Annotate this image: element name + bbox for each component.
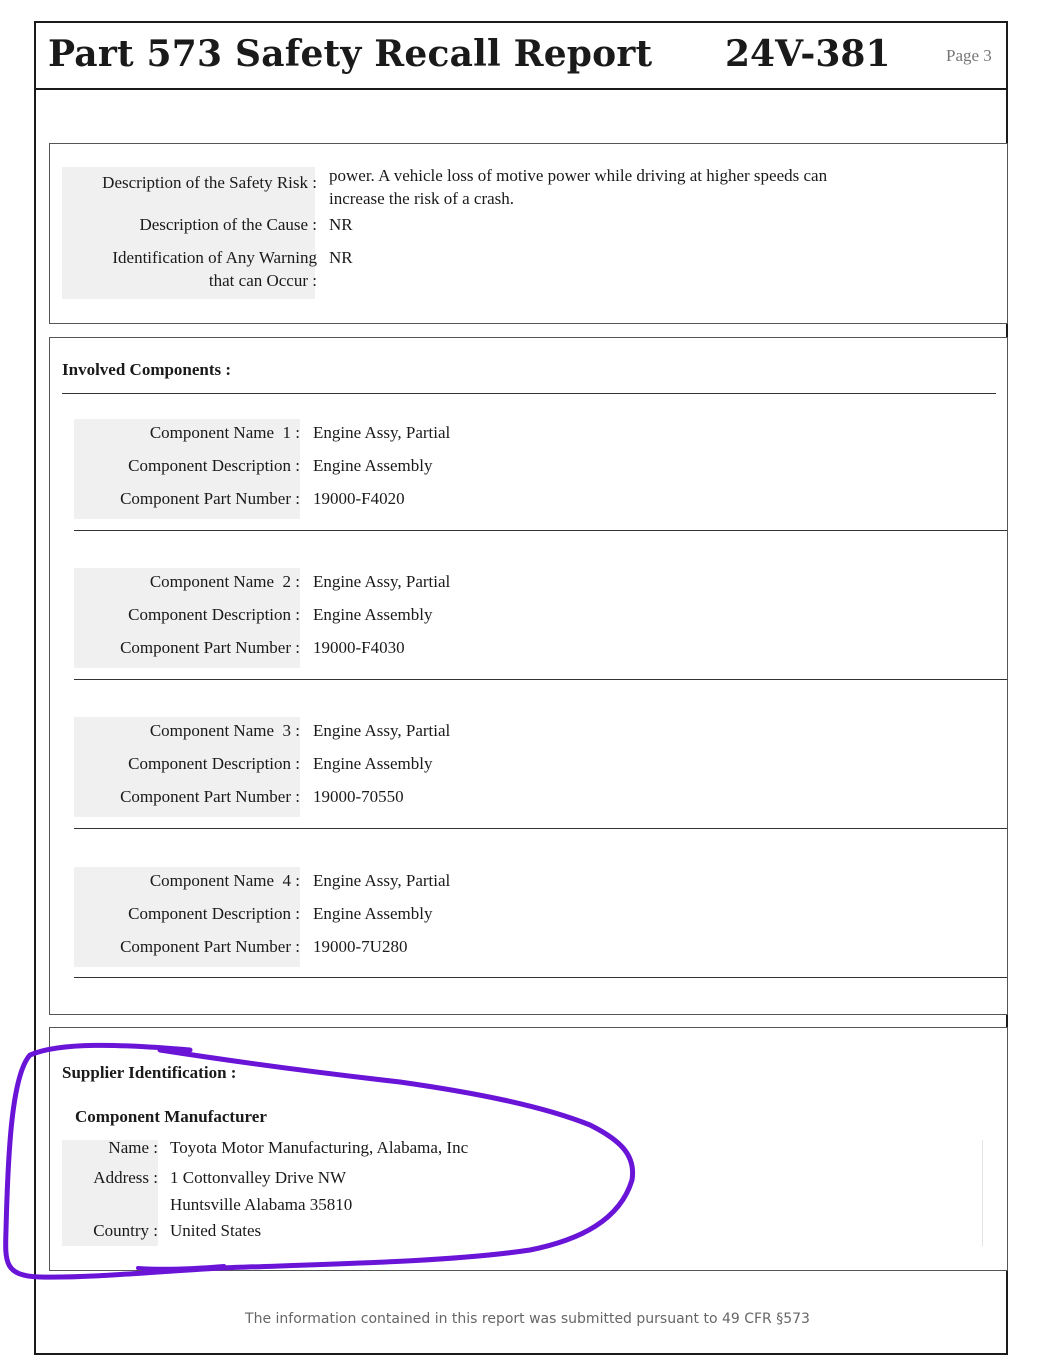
component-part-number-label: Component Part Number :: [120, 937, 300, 956]
warning-label-line-1: Identification of Any Warning: [112, 248, 317, 267]
component-description-value: Engine Assembly: [313, 605, 433, 624]
component-part-number-value: 19000-F4020: [313, 489, 405, 508]
supplier-country-label: Country :: [93, 1221, 158, 1240]
annotation-circle-stroke: [6, 1045, 633, 1277]
supplier-address-line-2: Huntsville Alabama 35810: [170, 1195, 353, 1214]
component-name-label: Component Name 3 :: [149, 721, 300, 740]
safety-risk-label: Description of the Safety Risk :: [102, 173, 317, 192]
safety-risk-line-2: increase the risk of a crash.: [329, 189, 515, 208]
supplier-country-value: United States: [170, 1221, 262, 1240]
component-part-number-label: Component Part Number :: [120, 787, 300, 806]
components-section-title: Involved Components :: [62, 360, 232, 379]
component-name-value: Engine Assy, Partial: [313, 721, 451, 740]
component-name-value: Engine Assy, Partial: [313, 423, 451, 442]
supplier-name-label: Name :: [108, 1138, 158, 1157]
cause-label: Description of the Cause :: [139, 215, 317, 234]
component-description-value: Engine Assembly: [313, 904, 433, 923]
component-description-label: Component Description :: [128, 904, 300, 923]
warning-value: NR: [329, 248, 353, 267]
component-name-value: Engine Assy, Partial: [313, 572, 451, 591]
safety-risk-line-1: power. A vehicle loss of motive power while driving at higher speeds can: [329, 166, 828, 185]
report-title: Part 573 Safety Recall Report: [48, 33, 653, 75]
annotation-tail-stroke: [138, 1266, 224, 1269]
component-part-number-value: 19000-70550: [313, 787, 404, 806]
component-part-number-value: 19000-7U280: [313, 937, 408, 956]
component-description-label: Component Description :: [128, 605, 300, 624]
cause-value: NR: [329, 215, 353, 234]
recall-id: 24V-381: [725, 33, 891, 75]
component-part-number-value: 19000-F4030: [313, 638, 405, 657]
warning-label-line-2: that can Occur :: [208, 271, 317, 290]
supplier-address-line-1: 1 Cottonvalley Drive NW: [170, 1168, 347, 1187]
component-name-label: Component Name 2 :: [149, 572, 300, 591]
component-name-value: Engine Assy, Partial: [313, 871, 451, 890]
component-description-label: Component Description :: [128, 456, 300, 475]
supplier-address-label: Address :: [93, 1168, 158, 1187]
component-name-label: Component Name 1 :: [149, 423, 300, 442]
component-part-number-label: Component Part Number :: [120, 489, 300, 508]
component-description-value: Engine Assembly: [313, 754, 433, 773]
supplier-name-value: Toyota Motor Manufacturing, Alabama, Inc: [170, 1138, 469, 1157]
page-number: Page 3: [946, 46, 992, 65]
report-footer: The information contained in this report was submitted pursuant to 49 CFR §573: [245, 1311, 810, 1327]
component-manufacturer-title: Component Manufacturer: [75, 1107, 267, 1126]
component-description-label: Component Description :: [128, 754, 300, 773]
component-description-value: Engine Assembly: [313, 456, 433, 475]
component-part-number-label: Component Part Number :: [120, 638, 300, 657]
component-name-label: Component Name 4 :: [149, 871, 300, 890]
supplier-section-title: Supplier Identification :: [62, 1063, 237, 1082]
